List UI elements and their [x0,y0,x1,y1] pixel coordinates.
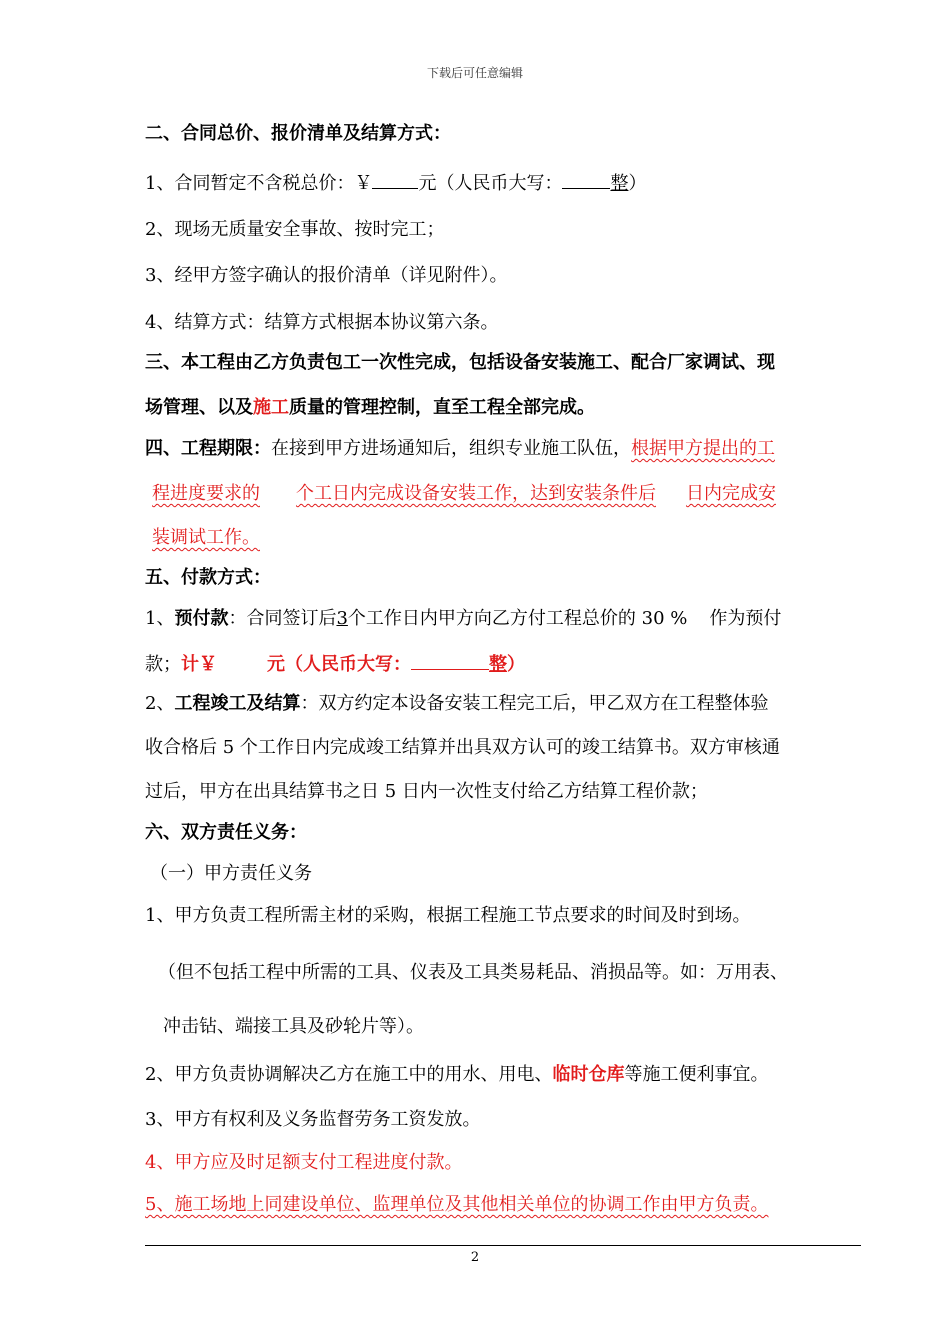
sec5-q1-num: 2、 [145,693,175,714]
sec6-item-3: 3、甲方有权利及义务监督劳务工资发放。 [145,1109,481,1130]
sec2-item-1-text: 1、合同暂定不含税总价：￥ [145,173,373,194]
sec6-item-2 [145,1063,768,1087]
section-4-line-3: 装调试工作。 [152,527,260,548]
sec3-text-a: 场管理、以及 [145,397,253,418]
sec5-p2-close: ） [507,654,525,675]
sec6-item-1: 1、甲方负责工程所需主材的采购，根据工程施工节点要求的时间及时到场。 [145,905,751,926]
sec5-p2-text: 款； [145,654,181,675]
section-3-line-1: 三、本工程由乙方负责包工一次性完成，包括设备安装施工、配合厂家调试、现 [145,352,775,373]
sec5-q1-bold: 工程竣工及结算 [174,693,301,714]
sec5-prepay-line-1 [145,607,781,631]
section-4-line-1 [145,437,775,461]
sec5-p1-text: ：合同签订后 [228,608,337,629]
blank-field [372,170,418,189]
sec3-text-c: 质量的管理控制，直至工程全部完成。 [289,397,595,418]
blank-field [411,651,489,670]
blank-field [562,170,610,189]
sec2-item-1-close: ） [628,173,647,194]
sec6-item-4: 4、甲方应及时足额支付工程进度付款。 [145,1152,463,1173]
section-3-line-2 [145,396,595,420]
sec5-p2-zheng: 整 [489,654,507,675]
sec6-i2-red: 临时仓库 [552,1064,625,1085]
sec2-item-1 [145,170,646,196]
sec5-p1-text3: 作为预付 [709,608,782,629]
sec6-item-1-note: （但不包括工程中所需的工具、仪表及工具类易耗品、消损品等。如：万用表、 [158,962,788,983]
sec5-settle-line-3: 过后，甲方在出具结算书之日 5 日内一次性支付给乙方结算工程价款； [145,781,708,802]
sec6-item-5: 5、施工场地上同建设单位、监理单位及其他相关单位的协调工作由甲方负责。 [145,1194,769,1215]
page-header: 下载后可任意编辑 [426,66,523,80]
sec5-settle-line-1 [145,692,768,716]
section-6-title: 六、双方责任义务： [145,822,307,843]
section-4-title: 四、工程期限： [145,438,271,459]
sec6-subtitle-1: （一）甲方责任义务 [150,863,312,884]
sec5-p2-rmb: 元（人民币大写： [267,654,411,675]
sec4-l2-a: 程进度要求的 [152,483,260,504]
section-4-line-2 [152,482,776,506]
sec4-text-red: 根据甲方提出的工 [631,438,775,459]
sec2-item-3: 3、经甲方签字确认的报价清单（详见附件）。 [145,265,508,286]
sec5-p1-text2: 个工作日内甲方向乙方付工程总价的 30 % [347,608,688,629]
sec5-p1-days: 3 [336,608,348,629]
sec5-q1-text: ：双方约定本设备安装工程完工后，甲乙双方在工程整体验 [300,693,769,714]
sec6-i2-text: 2、甲方负责协调解决乙方在施工中的用水、用电、 [145,1064,553,1085]
section-5-title: 五、付款方式： [145,567,271,588]
sec2-item-4: 4、结算方式：结算方式根据本协议第六条。 [145,312,499,333]
sec2-item-1-text2: 元（人民币大写： [418,173,563,194]
sec5-p1-num: 1、 [145,608,175,629]
sec6-i2-text2: 等施工便利事宜。 [624,1064,769,1085]
sec2-item-1-zheng: 整 [610,173,629,194]
sec5-prepay-line-2 [145,651,525,677]
sec4-l2-c: 日内完成安 [686,483,776,504]
sec4-text-a: 在接到甲方进场通知后，组织专业施工队伍， [271,438,631,459]
page-number: 2 [470,1250,480,1265]
sec5-p1-bold: 预付款 [174,608,229,629]
footer-divider [145,1245,861,1246]
sec5-settle-line-2: 收合格后 5 个工作日内完成竣工结算并出具双方认可的竣工结算书。双方审核通 [145,737,780,758]
sec2-item-2: 2、现场无质量安全事故、按时完工； [145,219,445,240]
sec6-item-1-note-2: 冲击钻、端接工具及砂轮片等）。 [163,1016,424,1037]
sec3-text-red: 施工 [253,397,289,418]
sec4-l2-b: 个工日内完成设备安装工作，达到安装条件后 [296,483,656,504]
sec5-p2-amount: 计￥ [181,654,217,675]
section-2-title: 二、合同总价、报价清单及结算方式： [145,123,451,144]
